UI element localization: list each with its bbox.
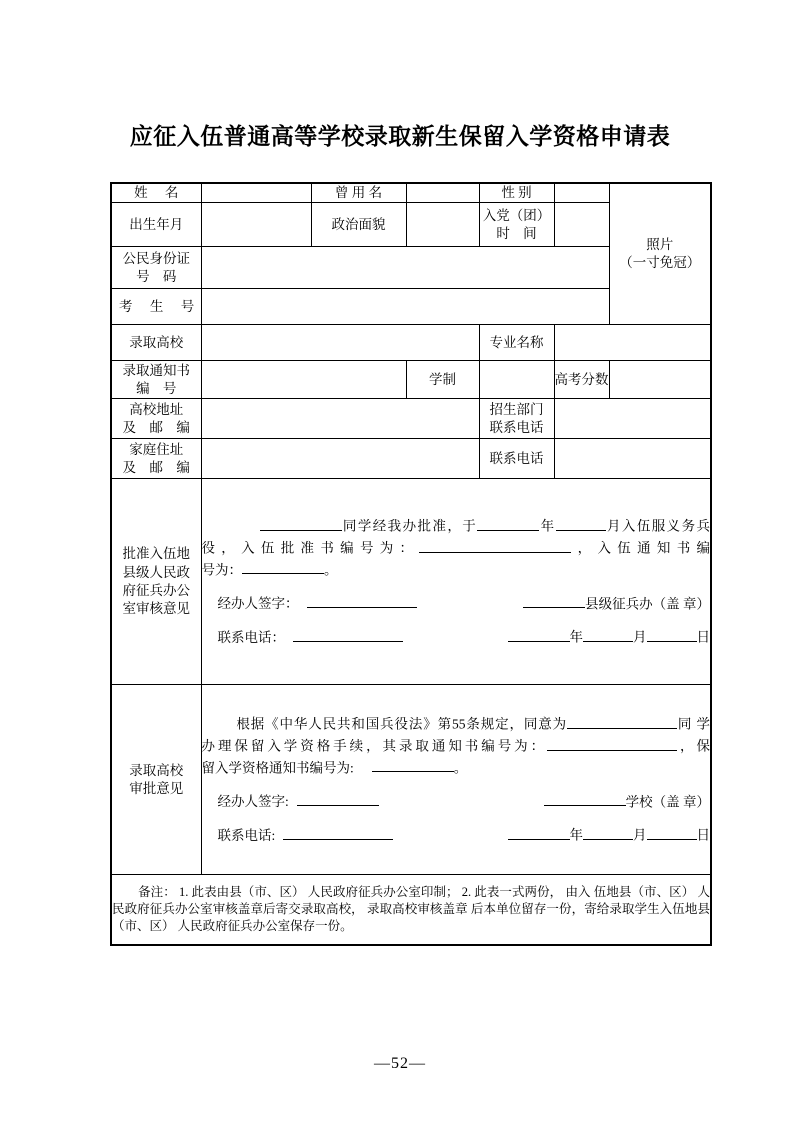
label-university-opinion (111, 685, 201, 875)
notice-number-label-line2: 编 号 (136, 380, 182, 396)
blank-university-signer[interactable] (297, 792, 379, 807)
blank-university-phone[interactable] (283, 825, 393, 840)
university-date-month-label: 月 (633, 827, 647, 843)
field-name-value[interactable] (201, 183, 311, 203)
blank-county-seal-name[interactable] (523, 594, 585, 609)
label-home-phone: 联系电话 (479, 439, 554, 479)
photo-label-line1: 照片 (646, 236, 674, 252)
university-opinion-paragraph-line2 (202, 736, 711, 756)
university-text-3a: 留入学资格通知书编号为: (201, 760, 354, 776)
blank-university-date-day[interactable] (647, 825, 697, 840)
county-text-1c: 月入伍服义务兵 (605, 518, 711, 534)
label-birth-date: 出生年月 (111, 203, 201, 247)
university-label-line1: 录取高校 (129, 762, 184, 778)
university-address-label-line1: 高校地址 (129, 401, 184, 417)
county-opinion-paragraph-line1 (202, 516, 711, 536)
university-address-label-line2: 及 邮 编 (122, 419, 195, 435)
county-text-2b: ，入伍通知书编 (571, 540, 711, 556)
note-cell (111, 875, 711, 945)
table-row-university (111, 325, 711, 361)
county-date-group (508, 627, 711, 647)
blank-student-name[interactable] (260, 516, 342, 531)
blank-admission-notice-number[interactable] (547, 736, 677, 751)
table-row-university-address (111, 399, 711, 439)
blank-enlist-notice-number[interactable] (242, 560, 324, 575)
university-date-group (508, 825, 711, 845)
county-label-line3: 府征兵办公 (122, 582, 190, 598)
university-signer-label: 经办人签字: (217, 794, 289, 810)
field-former-name-value[interactable] (406, 183, 479, 203)
photo-label-line2: （一寸免冠） (619, 255, 701, 271)
admissions-phone-label-line2: 联系电话 (489, 419, 544, 435)
blank-county-phone[interactable] (293, 627, 403, 642)
table-row-university-opinion (111, 685, 711, 875)
table-row-notice-number (111, 361, 711, 399)
label-name: 姓 名 (111, 183, 201, 203)
county-text-1b: 年 (539, 518, 556, 534)
field-party-join-value[interactable] (554, 203, 609, 247)
university-text-3b: 。 (453, 760, 468, 776)
label-party-join-time (479, 203, 554, 247)
county-text-3a: 号为： (201, 562, 242, 578)
blank-county-date-day[interactable] (647, 627, 697, 642)
county-label-line4: 室审核意见 (122, 600, 190, 616)
notice-number-label-line1: 录取通知书 (122, 362, 190, 378)
note-body: 备注： 1. 此表由县（市、区） 人民政府征兵办公室印制； 2. 此表一式两份， 由入 伍地县（市、区） 人民政府征兵办公室审核盖章后寄交录取高校， 录取高校审核盖章 后本单位留存一份，寄给录取学生入伍地县（市、区） 人民政府征兵办公室保存一份。 (112, 885, 710, 933)
admissions-phone-label-line1: 招生部门 (489, 401, 544, 417)
field-political-status-value[interactable] (406, 203, 479, 247)
county-signature-row (202, 594, 711, 614)
label-political-status: 政治面貌 (311, 203, 406, 247)
field-university-address-value[interactable] (201, 399, 479, 439)
home-address-label-line1: 家庭住址 (129, 441, 184, 457)
blank-retain-qualification-number[interactable] (372, 758, 454, 773)
id-number-label-line1: 公民身份证 (122, 250, 190, 266)
university-phone-label: 联系电话: (217, 827, 276, 843)
label-county-opinion (111, 479, 201, 685)
field-home-phone-value[interactable] (554, 439, 711, 479)
university-opinion-paragraph-line3 (202, 758, 711, 778)
county-date-year-label: 年 (569, 629, 583, 645)
county-opinion-body (201, 479, 711, 685)
university-text-1a: 根据《中华人民共和国兵役法》第55条规定，同意为 (235, 716, 567, 732)
university-seal-label: 学校（盖 章） (625, 794, 710, 810)
county-opinion-paragraph-line3 (202, 560, 711, 580)
field-admissions-phone-value[interactable] (554, 399, 711, 439)
blank-enlist-month[interactable] (556, 516, 606, 531)
label-major: 专业名称 (479, 325, 554, 361)
university-opinion-paragraph-line1 (202, 714, 711, 734)
blank-university-date-year[interactable] (508, 825, 570, 840)
page-number: —52— (374, 1055, 426, 1072)
field-home-address-value[interactable] (201, 439, 479, 479)
university-phone-row (202, 825, 711, 845)
university-seal-group (544, 792, 710, 812)
blank-county-date-month[interactable] (583, 627, 633, 642)
blank-approval-number[interactable] (419, 538, 571, 553)
party-join-label-line1: 入党（团） (482, 207, 551, 223)
county-label-line1: 批准入伍地 (122, 546, 190, 562)
label-admissions-phone (479, 399, 554, 439)
university-text-2a: 办理保留入学资格手续，其录取通知书编号为： (201, 738, 548, 754)
field-notice-number-value[interactable] (201, 361, 406, 399)
county-text-3b: 。 (324, 562, 338, 578)
field-university-value[interactable] (201, 325, 479, 361)
county-phone-row (202, 627, 711, 647)
field-schooling-length-value[interactable] (479, 361, 554, 399)
university-text-2b: ，保 (677, 738, 711, 754)
county-label-line2: 县级人民政 (122, 564, 190, 580)
table-row-home-address (111, 439, 711, 479)
blank-university-student-name[interactable] (567, 714, 677, 729)
field-candidate-number-value[interactable] (201, 289, 609, 325)
table-row-county-opinion (111, 479, 711, 685)
blank-university-seal-name[interactable] (544, 792, 626, 807)
university-opinion-body (201, 685, 711, 875)
field-gender-value[interactable] (554, 183, 609, 203)
field-id-number-value[interactable] (201, 247, 609, 289)
home-address-label-line2: 及 邮 编 (122, 459, 195, 475)
county-date-day-label: 日 (696, 629, 710, 645)
county-seal-label: 县级征兵办（盖 章） (585, 596, 710, 612)
label-university-address (111, 399, 201, 439)
label-home-address (111, 439, 201, 479)
county-text-1a: 同学经我办批准，于 (341, 518, 478, 534)
blank-university-date-month[interactable] (583, 825, 633, 840)
blank-county-date-year[interactable] (508, 627, 570, 642)
blank-county-signer[interactable] (307, 594, 417, 609)
page-title: 应征入伍普通高等学校录取新生保留入学资格申请表 (129, 123, 671, 149)
label-gender: 性 别 (479, 183, 554, 203)
field-major-value[interactable] (554, 325, 711, 361)
field-exam-score-value[interactable] (609, 361, 711, 399)
university-text-1b: 同 学 (677, 716, 710, 732)
university-date-year-label: 年 (569, 827, 583, 843)
label-id-number (111, 247, 201, 289)
blank-enlist-year[interactable] (477, 516, 539, 531)
label-former-name: 曾 用 名 (311, 183, 406, 203)
county-seal-group (523, 594, 710, 614)
application-form-table (110, 182, 712, 946)
county-opinion-paragraph-line2 (202, 538, 711, 558)
party-join-label-line2: 时 间 (496, 225, 542, 241)
label-notice-number (111, 361, 201, 399)
university-date-day-label: 日 (696, 827, 710, 843)
id-number-label-line2: 号 码 (136, 268, 182, 284)
label-candidate-number: 考 生 号 (111, 289, 201, 325)
label-exam-score: 高考分数 (554, 361, 609, 399)
county-date-month-label: 月 (633, 629, 647, 645)
note-text (112, 884, 710, 935)
photo-placeholder[interactable] (609, 183, 711, 325)
label-university: 录取高校 (111, 325, 201, 361)
county-signer-label: 经办人签字： (217, 596, 299, 612)
county-phone-label: 联系电话： (217, 629, 285, 645)
university-signature-row (202, 792, 711, 812)
table-row-note (111, 875, 711, 945)
table-row-name (111, 183, 711, 203)
label-schooling-length: 学制 (406, 361, 479, 399)
county-text-2a: 役，入伍批准书编号为： (201, 540, 420, 556)
university-label-line2: 审批意见 (129, 780, 184, 796)
field-birth-date-value[interactable] (201, 203, 311, 247)
